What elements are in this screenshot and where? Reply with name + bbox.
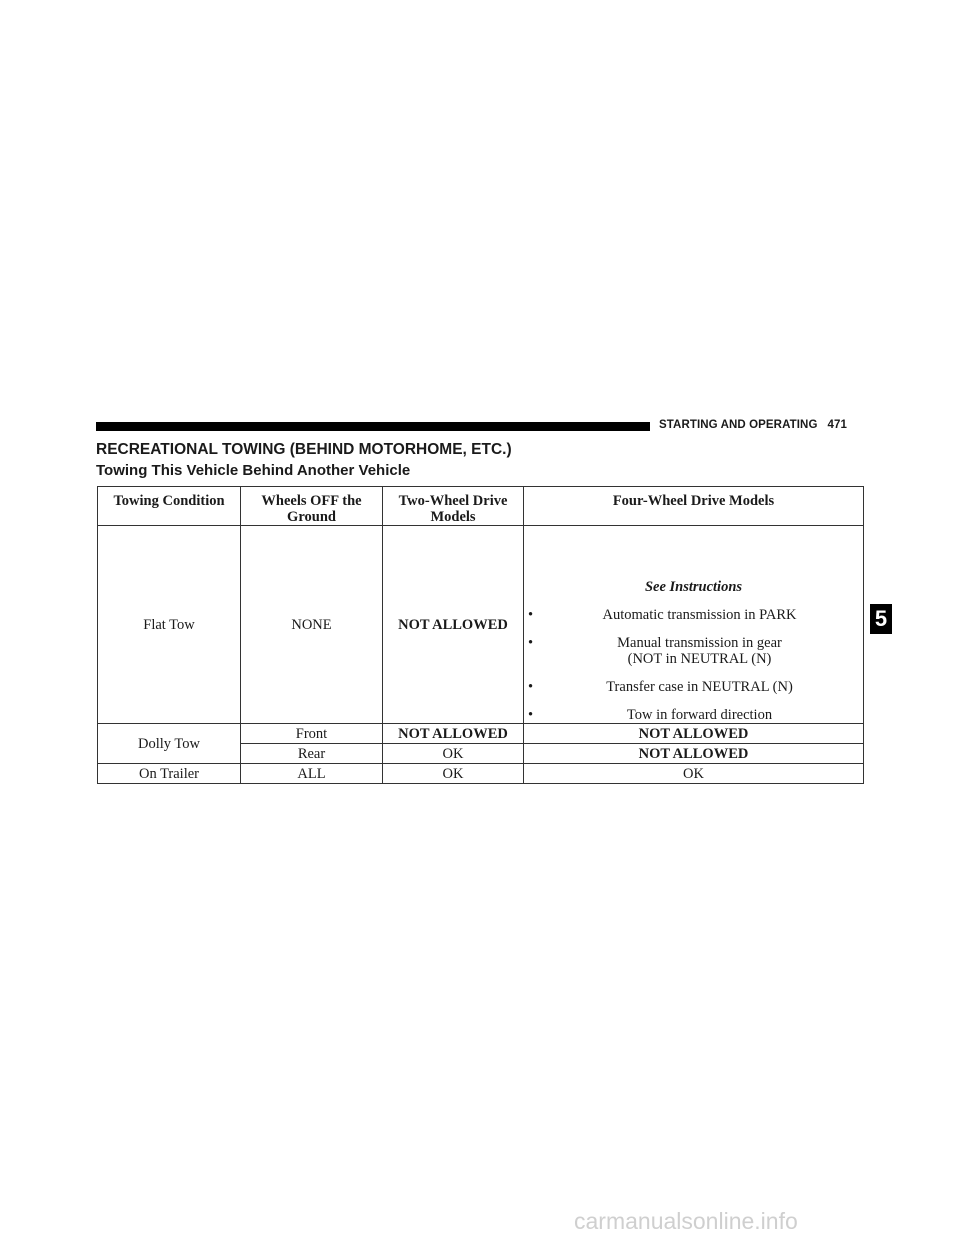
cell-four-wd: NOT ALLOWED xyxy=(524,744,864,764)
list-item xyxy=(528,607,859,623)
col-header-wheels: Wheels OFF the Ground xyxy=(241,487,383,526)
table-header-row xyxy=(98,487,864,526)
section-name: STARTING AND OPERATING xyxy=(659,419,818,431)
col-header-condition: Towing Condition xyxy=(98,487,241,526)
list-item-text-continued: (NOT in NEUTRAL (N) xyxy=(627,651,772,667)
cell-four-wd: NOT ALLOWED xyxy=(524,724,864,744)
col-header-four-wd: Four-Wheel Drive Models xyxy=(524,487,864,526)
cell-wheels: Front xyxy=(241,724,383,744)
cell-wheels: NONE xyxy=(241,526,383,724)
see-instructions-note: See Instructions xyxy=(644,579,743,595)
list-item-text: Automatic transmission in PARK xyxy=(602,607,797,623)
col-header-two-wd: Two-Wheel Drive Models xyxy=(383,487,524,526)
page-heading: RECREATIONAL TOWING (BEHIND MOTORHOME, ETC.) xyxy=(96,441,512,458)
chapter-tab: 5 xyxy=(870,604,892,634)
cell-condition: On Trailer xyxy=(98,764,241,784)
list-item xyxy=(528,707,859,723)
bullet-icon: • xyxy=(528,707,534,723)
cell-wheels: Rear xyxy=(241,744,383,764)
cell-four-wd-instructions xyxy=(524,526,864,724)
cell-condition: Flat Tow xyxy=(98,526,241,724)
header-rule xyxy=(96,422,650,431)
page-subheading: Towing This Vehicle Behind Another Vehicle xyxy=(96,462,411,479)
cell-two-wd: NOT ALLOWED xyxy=(383,526,524,724)
table-row-on-trailer xyxy=(98,764,864,784)
cell-condition: Dolly Tow xyxy=(98,724,241,764)
towing-table xyxy=(97,486,864,784)
bullet-icon: • xyxy=(528,635,534,651)
watermark: carmanualsonline.info xyxy=(574,1208,798,1234)
list-item-text: Tow in forward direction xyxy=(626,707,773,723)
list-item xyxy=(528,679,859,695)
page-number: 471 xyxy=(827,419,848,431)
cell-two-wd: OK xyxy=(383,764,524,784)
cell-four-wd: OK xyxy=(524,764,864,784)
list-item-text: Transfer case in NEUTRAL (N) xyxy=(606,679,793,695)
cell-two-wd: NOT ALLOWED xyxy=(383,724,524,744)
bullet-icon: • xyxy=(528,607,534,623)
running-header xyxy=(659,419,847,431)
list-item-text: Manual transmission in gear xyxy=(617,635,782,651)
table-row-flat-tow xyxy=(98,526,864,724)
cell-wheels: ALL xyxy=(241,764,383,784)
table-row-dolly-front xyxy=(98,724,864,744)
cell-two-wd: OK xyxy=(383,744,524,764)
list-item xyxy=(528,635,859,667)
bullet-icon: • xyxy=(528,679,534,695)
